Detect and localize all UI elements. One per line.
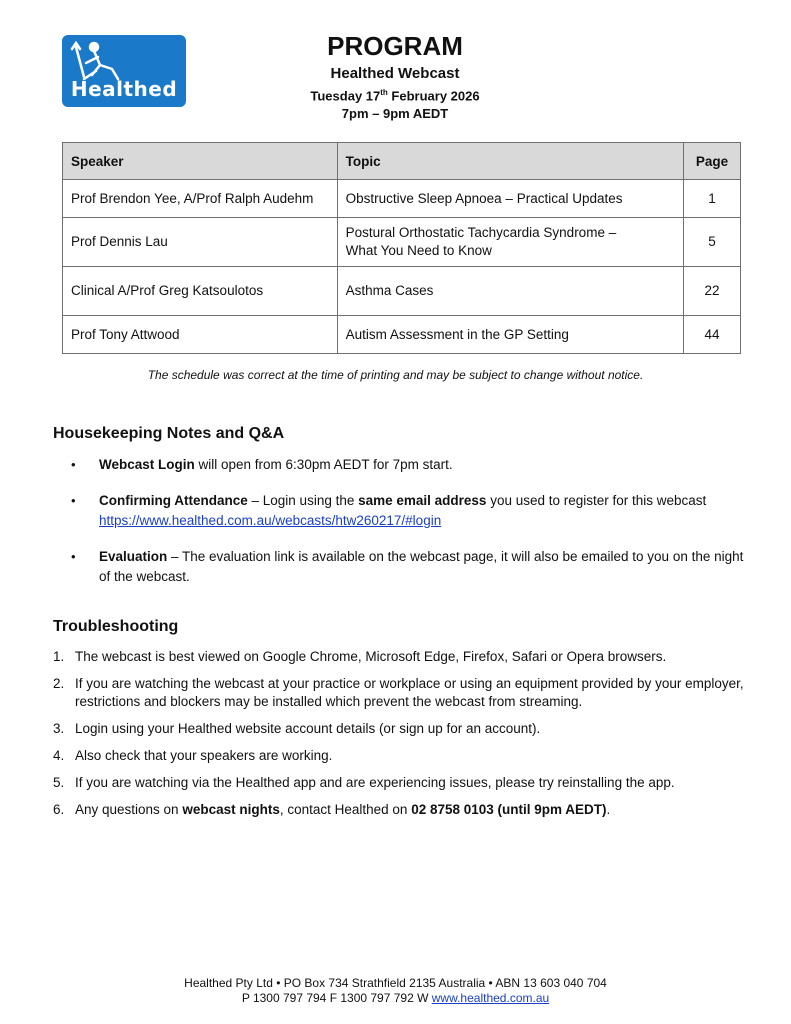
footer-contact: P 1300 797 794 F 1300 797 792 W www.healthed.com.au xyxy=(241,991,550,1005)
page-cell: 44 xyxy=(684,316,741,354)
speaker-cell: Prof Tony Attwood xyxy=(63,316,338,354)
page-cell: 1 xyxy=(684,180,741,218)
table-header-row xyxy=(63,143,741,180)
topic-cell: Autism Assessment in the GP Setting xyxy=(337,316,683,354)
event-date: Tuesday 17th February 2026 xyxy=(310,88,480,104)
table-row xyxy=(63,218,741,267)
troubleshooting-heading: Troubleshooting xyxy=(53,618,179,635)
column-header-page: Page xyxy=(684,143,741,180)
healthed-logo xyxy=(62,35,186,107)
list-item: 6. Any questions on webcast nights, contact Healthed on 02 8758 0103 (until 9pm AEDT). xyxy=(53,802,611,817)
list-item: 4. Also check that your speakers are working. xyxy=(53,748,333,763)
schedule-table xyxy=(62,142,741,354)
footer-address: Healthed Pty Ltd • PO Box 734 Strathfield 2135 Australia • ABN 13 603 040 704 xyxy=(184,976,607,990)
troubleshooting-list xyxy=(53,648,753,828)
page-cell: 22 xyxy=(684,267,741,316)
webcast-login-link[interactable]: https://www.healthed.com.au/webcasts/htw260217/#login xyxy=(99,513,442,528)
list-item: 5. If you are watching via the Healthed app and are experiencing issues, please try reinstalling the app. xyxy=(53,775,675,790)
event-time: 7pm – 9pm AEDT xyxy=(341,106,449,122)
list-item: • Evaluation – The evaluation link is available on the webcast page, it will also be emailed to you on the night of the webcast. xyxy=(53,547,753,587)
topic-cell: Asthma Cases xyxy=(337,267,683,316)
column-header-topic: Topic xyxy=(337,143,683,180)
housekeeping-heading: Housekeeping Notes and Q&A xyxy=(53,425,285,442)
table-row xyxy=(63,180,741,218)
table-row xyxy=(63,316,741,354)
footer xyxy=(0,976,791,1006)
speaker-cell: Prof Brendon Yee, A/Prof Ralph Audehm xyxy=(63,180,338,218)
title-block xyxy=(250,30,540,123)
list-item: 1. The webcast is best viewed on Google Chrome, Microsoft Edge, Firefox, Safari or Opera browsers. xyxy=(53,649,667,664)
topic-cell: Obstructive Sleep Apnoea – Practical Updates xyxy=(337,180,683,218)
list-item: • Webcast Login will open from 6:30pm AEDT for 7pm start. xyxy=(53,455,753,475)
logo-text: Healthed xyxy=(70,77,178,101)
website-link[interactable]: www.healthed.com.au xyxy=(431,991,550,1005)
list-item: • Confirming Attendance – Login using the same email address you used to register for this webcast https://www.healthed.com.au/webcasts/htw260217/#login xyxy=(53,491,753,531)
table-row xyxy=(63,267,741,316)
page-cell: 5 xyxy=(684,218,741,267)
list-item: 2. If you are watching the webcast at your practice or workplace or using an equipment provided by your employer, restrictions and blockers may be installed which prevent the webcast from streaming. xyxy=(53,676,744,709)
speaker-cell: Clinical A/Prof Greg Katsoulotos xyxy=(63,267,338,316)
speaker-cell: Prof Dennis Lau xyxy=(63,218,338,267)
schedule-notice: The schedule was correct at the time of printing and may be subject to change without notice. xyxy=(147,368,644,382)
webcast-name: Healthed Webcast xyxy=(330,65,460,82)
column-header-speaker: Speaker xyxy=(63,143,338,180)
housekeeping-list xyxy=(53,455,753,603)
list-item: 3. Login using your Healthed website account details (or sign up for an account). xyxy=(53,721,541,736)
page-title: PROGRAM xyxy=(327,31,463,61)
topic-cell: Postural Orthostatic Tachycardia Syndrome – What You Need to Know xyxy=(337,218,683,267)
